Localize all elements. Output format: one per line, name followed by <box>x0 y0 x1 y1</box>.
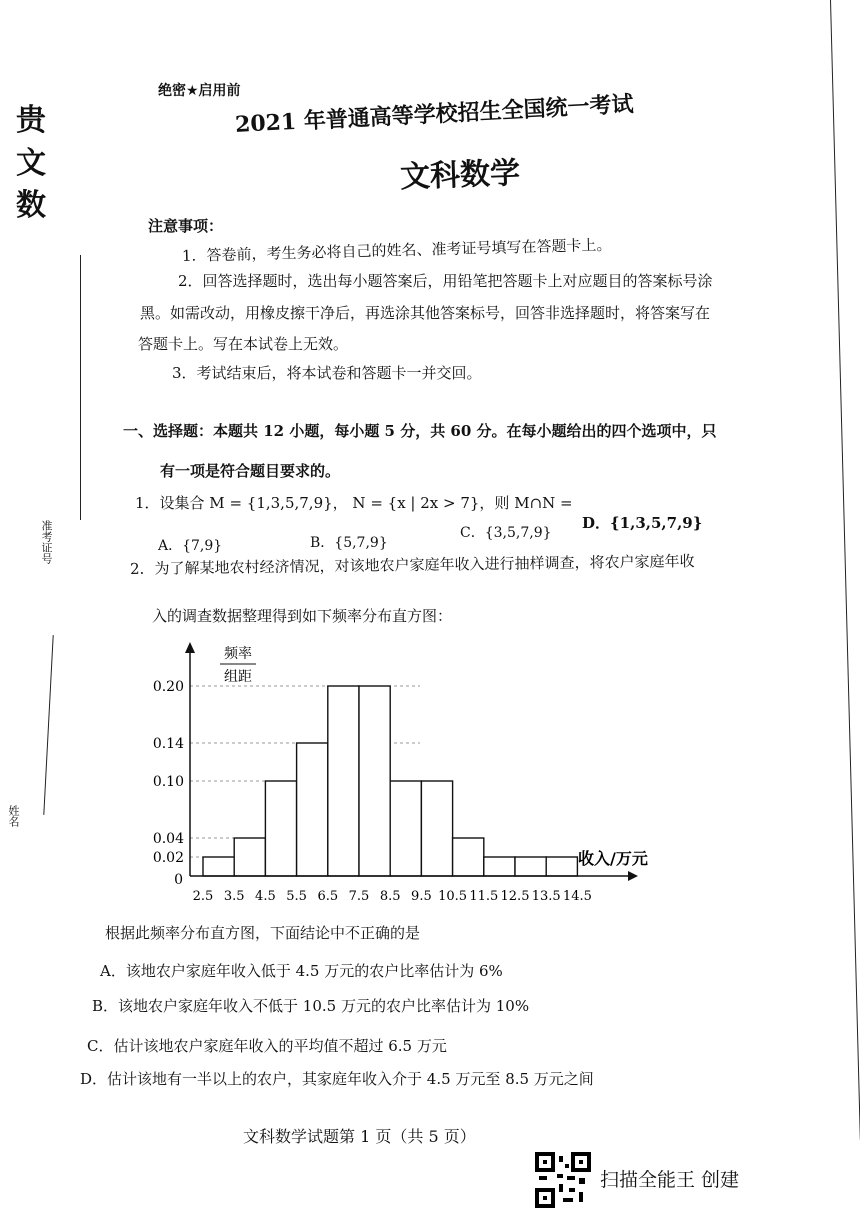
x-tick-label-8: 10.5 <box>438 889 468 904</box>
histogram-bar-5 <box>359 686 390 876</box>
y-label-bottom: 组距 <box>224 669 252 685</box>
q1-option-d: D．{1,3,5,7,9} <box>582 514 703 532</box>
q1-option-c: C．{3,5,7,9} <box>460 525 552 541</box>
y-tick-label-1: 0.04 <box>152 831 184 847</box>
x-tick-label-12: 14.5 <box>562 889 592 904</box>
section1-line-2: 有一项是符合题目要求的。 <box>160 462 341 480</box>
x-tick-label-11: 13.5 <box>531 889 561 904</box>
page-footer: 文科数学试题第 1 页（共 5 页） <box>243 1127 476 1146</box>
histogram-bar-4 <box>328 686 359 876</box>
x-tick-label-1: 3.5 <box>223 889 245 904</box>
q2-stem-2: 入的调查数据整理得到如下频率分布直方图： <box>152 607 453 625</box>
note-line-2: 2．回答选择题时，选出每小题答案后，用铅笔把答题卡上对应题目的答案标号涂 <box>178 272 713 290</box>
histogram-bar-10 <box>515 857 546 876</box>
note-line-5: 3．考试结束后，将本试卷和答题卡一并交回。 <box>172 364 482 382</box>
origin-label: 0 <box>174 872 183 888</box>
x-tick-label-7: 9.5 <box>411 889 432 904</box>
histogram-bar-3 <box>297 743 328 876</box>
scanner-watermark: 扫描全能王 创建 <box>600 1169 740 1191</box>
q1-option-b: B．{5,7,9} <box>310 535 388 551</box>
x-tick-label-4: 6.5 <box>317 889 339 904</box>
side-char-3: 数 <box>16 188 46 223</box>
side-char-2: 文 <box>16 146 46 181</box>
y-tick-label-0: 0.02 <box>152 850 184 866</box>
x-tick-label-10: 12.5 <box>500 889 530 904</box>
q2-option-b: B．该地农户家庭年收入不低于 10.5 万元的农户比率估计为 10% <box>92 997 530 1015</box>
histogram-bar-7 <box>421 781 452 876</box>
x-tick-label-3: 5.5 <box>286 889 307 904</box>
side-char-1: 贵 <box>16 103 46 138</box>
exam-title: 2021 年普通高等学校招生全国统一考试 <box>234 91 635 138</box>
x-axis-label: 收入/万元 <box>578 849 648 868</box>
q2-stem-1: 2．为了解某地农村经济情况，对该地农户家庭年收入进行抽样调查，将农户家庭年收 <box>129 552 695 578</box>
confidential-label: 绝密★启用前 <box>158 83 241 99</box>
note-line-4: 答题卡上。写在本试卷上无效。 <box>138 335 349 353</box>
name-label: 姓名 <box>7 805 20 827</box>
histogram-bar-8 <box>453 838 484 876</box>
y-axis-arrow <box>185 642 195 653</box>
x-tick-label-9: 11.5 <box>469 889 499 904</box>
y-tick-label-3: 0.14 <box>152 736 184 752</box>
histogram-bar-11 <box>546 857 577 876</box>
q2-option-a: A．该地农户家庭年收入低于 4.5 万元的农户比率估计为 6% <box>100 962 503 980</box>
y-tick-label-4: 0.20 <box>152 679 184 695</box>
q2-option-c: C．估计该地农户家庭年收入的平均值不超过 6.5 万元 <box>87 1037 447 1055</box>
note-line-3: 黑。如需改动，用橡皮擦干净后，再选涂其他答案标号，回答非选择题时，将答案写在 <box>140 304 711 322</box>
x-tick-label-5: 7.5 <box>348 889 370 904</box>
histogram-bar-6 <box>390 781 421 876</box>
x-axis-arrow <box>628 871 638 881</box>
qr-code-icon <box>535 1152 591 1208</box>
y-tick-label-2: 0.10 <box>152 774 184 790</box>
q1-stem: 1．设集合 M = {1,3,5,7,9}， N = {x | 2x > 7}，则 M∩N = <box>135 494 573 512</box>
subject-title: 文科数学 <box>399 155 521 195</box>
notes-heading: 注意事项： <box>148 217 224 235</box>
x-tick-label-6: 8.5 <box>379 889 401 904</box>
histogram-bar-2 <box>265 781 296 876</box>
exam-id-label: 准考证号 <box>40 520 53 564</box>
x-tick-label-2: 4.5 <box>255 889 276 904</box>
histogram-bar-0 <box>203 857 234 876</box>
note-line-1: 1．答卷前，考生务必将自己的姓名、准考证号填写在答题卡上。 <box>181 235 612 265</box>
section1-line-1: 一、选择题：本题共 12 小题，每小题 5 分，共 60 分。在每小题给出的四个选项中，只 <box>123 422 717 440</box>
q2-option-d: D．估计该地有一半以上的农户，其家庭年收入介于 4.5 万元至 8.5 万元之间 <box>80 1070 594 1088</box>
x-tick-label-0: 2.5 <box>192 889 214 904</box>
q1-option-a: A．{7,9} <box>158 538 223 554</box>
histogram-bar-1 <box>234 838 265 876</box>
q2-after-chart: 根据此频率分布直方图，下面结论中不正确的是 <box>105 924 421 942</box>
histogram-bar-9 <box>484 857 515 876</box>
y-label-top: 频率 <box>224 646 252 662</box>
